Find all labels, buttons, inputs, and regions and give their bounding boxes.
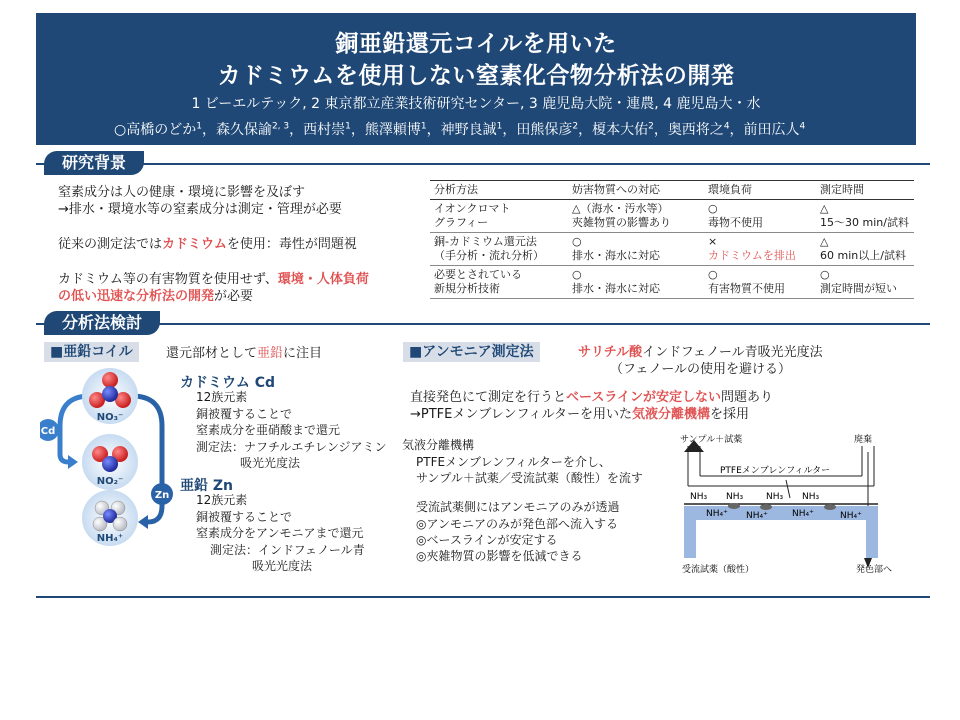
arrow-head — [68, 455, 78, 469]
cell-line: ○ — [820, 268, 830, 281]
author-separator: ， — [289, 122, 304, 138]
author-affiliation-mark: 1 — [196, 121, 202, 132]
cell-line: 排水・海水に対応 — [572, 282, 660, 295]
ammonia-text: 直接発色にて測定を行うと — [410, 390, 567, 405]
nh4-label: NH₄⁺ — [840, 511, 862, 521]
acid-channel — [866, 520, 878, 558]
reduction-diagram — [40, 366, 180, 546]
cell-line: 新規分析技術 — [434, 282, 500, 295]
author-name: 奥西将之 — [667, 122, 724, 138]
table-cell — [430, 233, 568, 266]
table-cell — [568, 233, 704, 266]
author-affiliation-mark: 2 — [648, 121, 654, 132]
author-affiliation-mark: 1 — [420, 121, 427, 132]
title-line-1: 銅亜鉛還元コイルを用いた — [335, 31, 617, 57]
gas-liquid-diagram — [670, 432, 920, 577]
bg-line-1: 窒素成分は人の健康・環境に影響を及ぼす — [58, 185, 306, 200]
table-cell — [568, 266, 704, 299]
title-line-2: カドミウムを使用しない窒素化合物分析法の開発 — [217, 63, 735, 89]
cell-line: △ — [820, 202, 829, 215]
bg-line-4 — [58, 271, 369, 288]
arrow-head — [138, 515, 148, 529]
nh4-label: NH₄⁺ — [792, 509, 814, 519]
author-name: 田熊保彦 — [516, 122, 573, 138]
title-banner — [36, 13, 916, 145]
ammonia-text: 問題あり — [720, 390, 773, 405]
cell-line: グラフィー — [434, 216, 489, 229]
bubble — [824, 504, 836, 510]
table-cell — [704, 233, 816, 266]
table-row — [430, 233, 914, 266]
no2-label: NO₂⁻ — [96, 476, 124, 487]
cell-line: イオンクロマト — [434, 202, 511, 215]
table-header-cell: 測定時間 — [816, 181, 914, 200]
cell-line: 銅-カドミウム還元法 — [434, 235, 537, 248]
zn-line: 12族元素 — [196, 493, 248, 507]
bg-line-5 — [58, 288, 253, 305]
nh4-label: NH₄⁺ — [96, 533, 124, 544]
ammonia-line-2 — [410, 406, 749, 423]
author-separator: ， — [729, 122, 744, 138]
bg-text: を使用：毒性が問題視 — [226, 237, 357, 252]
cd-line: 窒素成分を亜硝酸まで還元 — [196, 423, 341, 437]
table-cell — [430, 266, 568, 299]
table-cell — [816, 233, 914, 266]
author-separator: ， — [201, 122, 216, 138]
bg-text: が必要 — [214, 289, 254, 304]
ammonia-highlight: サリチル酸 — [578, 345, 643, 360]
nh4-label: NH₄⁺ — [706, 509, 728, 519]
table-header-cell: 分析方法 — [430, 181, 568, 200]
cd-line: 測定法：ナフチルエチレンジアミン — [196, 440, 387, 454]
cd-line: 12族元素 — [196, 390, 248, 404]
cell-line: 60 min以上/試料 — [820, 249, 906, 262]
atom-n — [102, 386, 118, 402]
ammonia-line-1 — [410, 389, 773, 406]
zn-line: 吸光光度法 — [252, 559, 313, 573]
table-cell — [704, 266, 816, 299]
nh3-label: NH₃ — [726, 492, 744, 502]
bg-text: 従来の測定法では — [58, 237, 163, 252]
author-separator: ， — [426, 122, 441, 138]
author-affiliation-mark: 2, 3 — [271, 121, 290, 132]
ammonia-heading-2: （フェノールの使用を避ける） — [610, 362, 791, 377]
cell-line: 夾雑物質の影響あり — [572, 216, 671, 229]
author-affiliation-mark: 4 — [723, 121, 730, 132]
cell-line: ○ — [708, 268, 718, 281]
waste-label: 廃棄 — [854, 435, 873, 445]
cell-line: △（海水・汚水等） — [572, 202, 669, 215]
affiliations: 1 ビーエルテック, 2 東京都立産業技術研究センター, 3 鹿児島大院・連農, 4 鹿児島大・水 — [191, 96, 761, 112]
zinc-desc — [166, 345, 322, 362]
ammonia-highlight: 気液分離機構 — [631, 407, 710, 422]
zn-title: 亜鉛 Zn — [180, 478, 233, 494]
cell-line: 排水・海水に対応 — [572, 249, 660, 262]
author-separator: ， — [350, 122, 365, 138]
leader-line — [786, 480, 790, 498]
bg-highlight: 環境・人体負荷 — [277, 272, 369, 287]
cell-line: （手分析・流れ分析） — [434, 249, 544, 262]
author-name: 西村崇 — [303, 122, 346, 138]
bg-highlight: の低い迅速な分析法の開発 — [58, 289, 215, 304]
table-header-row — [430, 181, 914, 200]
inlet-label: サンプル＋試薬 — [680, 435, 743, 445]
author-affiliation-mark: 4 — [799, 121, 806, 132]
cell-line: × — [708, 235, 718, 248]
section-tab-background: 研究背景 — [44, 151, 144, 175]
ammonia-text: インドフェノール青吸光光度法 — [642, 345, 823, 360]
author-affiliation-mark: 2 — [572, 121, 579, 132]
mech-line: ◎ベースラインが安定する — [416, 533, 558, 547]
cell-line: 必要とされている — [434, 268, 522, 281]
author-separator: ， — [502, 122, 517, 138]
comparison-table — [430, 180, 914, 299]
cd-line: 吸光光度法 — [240, 456, 301, 470]
atom-n — [102, 456, 118, 472]
filter-label: PTFEメンブレンフィルター — [720, 466, 831, 476]
bg-text: カドミウム等の有害物質を使用せず、 — [58, 272, 278, 287]
table-cell — [816, 266, 914, 299]
table-row — [430, 266, 914, 299]
mech-line: 受流試薬側にはアンモニアのみが透過 — [416, 500, 620, 514]
mech-line: ◎夾雑物質の影響を低減できる — [416, 549, 583, 563]
zinc-desc-text: に注目 — [283, 346, 323, 361]
nh3-label: NH₃ — [802, 492, 820, 502]
section-rule — [36, 323, 930, 325]
atom-h — [113, 517, 127, 531]
ammonia-heading — [578, 344, 823, 361]
author-list — [114, 119, 805, 139]
to-color-label: 発色部へ — [856, 565, 893, 575]
zinc-desc-text: 還元部材として — [166, 346, 258, 361]
cell-line: 毒物不使用 — [708, 216, 763, 229]
zinc-coil-label: ■亜鉛コイル — [44, 342, 139, 362]
author-name: 森久保諭 — [215, 122, 272, 138]
cell-line: △ — [820, 235, 829, 248]
author-affiliation-mark: 1 — [496, 121, 503, 132]
zn-line: 銅被覆することで — [196, 510, 293, 524]
cell-line: ○ — [572, 268, 582, 281]
cell-line: カドミウムを排出 — [708, 249, 796, 262]
table-cell — [430, 200, 568, 233]
cd-line: 銅被覆することで — [196, 407, 293, 421]
cd-badge-label: Cd — [40, 426, 56, 437]
section-rule — [36, 163, 930, 165]
author-separator: ， — [578, 122, 593, 138]
mech-line: ◎アンモニアのみが発色部へ流入する — [416, 517, 618, 531]
bg-highlight: カドミウム — [162, 237, 227, 252]
atom-o — [102, 372, 118, 388]
bubble — [728, 503, 740, 509]
mech-line: サンプル＋試薬／受流試薬（酸性）を流す — [416, 471, 643, 485]
cell-line: 有害物質不使用 — [708, 282, 785, 295]
cell-line: 測定時間が短い — [820, 282, 897, 295]
table-cell — [704, 200, 816, 233]
cell-line: ○ — [572, 235, 582, 248]
author-name: 神野良誠 — [440, 122, 497, 138]
author-separator: ， — [653, 122, 668, 138]
table-cell — [816, 200, 914, 233]
ammonia-highlight: ベースラインが安定しない — [566, 390, 721, 405]
bubble — [760, 504, 772, 510]
ammonia-label: ■アンモニア測定法 — [403, 342, 540, 362]
cd-title: カドミウム Cd — [180, 375, 276, 391]
author-name: 前田広人 — [743, 122, 800, 138]
ammonia-text: を採用 — [709, 407, 749, 422]
author-name: 榎本大佑 — [592, 122, 649, 138]
zn-badge-label: Zn — [154, 490, 170, 501]
mech-title: 気液分離機構 — [402, 438, 475, 452]
bg-line-3 — [58, 236, 357, 253]
acid-channel — [684, 520, 696, 558]
zn-line: 測定法：インドフェノール青 — [210, 543, 365, 557]
section-tab-method: 分析法検討 — [44, 311, 160, 335]
table-header-cell: 環境負荷 — [704, 181, 816, 200]
zn-line: 窒素成分をアンモニアまで還元 — [196, 526, 364, 540]
author-name: 熊澤頼博 — [364, 122, 421, 138]
no3-label: NO₃⁻ — [96, 412, 124, 423]
bottom-rule — [36, 596, 930, 598]
zinc-highlight: 亜鉛 — [257, 346, 284, 361]
nh3-label: NH₃ — [690, 492, 708, 502]
cell-line: ○ — [708, 202, 718, 215]
bg-line-2: →排水・環境水等の窒素成分は測定・管理が必要 — [58, 202, 342, 217]
acid-label: 受流試薬（酸性） — [682, 565, 755, 575]
cell-line: 15～30 min/試料 — [820, 216, 909, 229]
author-name: ○高橋のどか — [114, 122, 197, 138]
ammonia-text: →PTFEメンブレンフィルターを用いた — [410, 407, 632, 422]
nh3-label: NH₃ — [766, 492, 784, 502]
table-cell — [568, 200, 704, 233]
table-header-cell: 妨害物質への対応 — [568, 181, 704, 200]
nh4-label: NH₄⁺ — [746, 511, 768, 521]
author-affiliation-mark: 1 — [345, 121, 351, 132]
table-row — [430, 200, 914, 233]
mech-line: PTFEメンブレンフィルターを介し、 — [416, 455, 611, 469]
